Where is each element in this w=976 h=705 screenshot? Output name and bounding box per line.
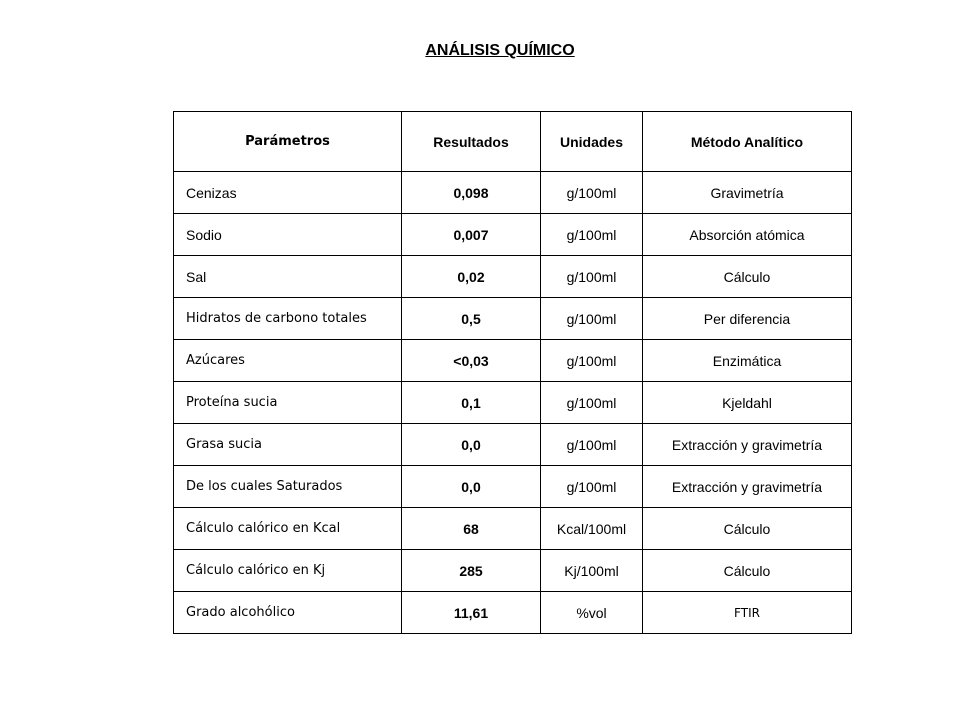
document-title: ANÁLISIS QUÍMICO — [425, 42, 575, 59]
row-unit: %vol — [541, 592, 643, 634]
table-row — [174, 424, 852, 466]
table-row — [174, 256, 852, 298]
row-parameter: Grasa sucia — [174, 424, 402, 466]
row-unit: g/100ml — [541, 214, 643, 256]
header-units: Unidades — [541, 112, 643, 172]
table-row — [174, 550, 852, 592]
row-method: Enzimática — [643, 340, 852, 382]
row-unit: g/100ml — [541, 172, 643, 214]
row-result: 0,1 — [402, 382, 541, 424]
row-method: Per diferencia — [643, 298, 852, 340]
table-row — [174, 298, 852, 340]
row-method: Cálculo — [643, 550, 852, 592]
row-result: <0,03 — [402, 340, 541, 382]
row-unit: g/100ml — [541, 382, 643, 424]
row-result: 0,02 — [402, 256, 541, 298]
table-row — [174, 466, 852, 508]
row-parameter: Hidratos de carbono totales — [174, 298, 402, 340]
row-result: 11,61 — [402, 592, 541, 634]
row-method: Cálculo — [643, 508, 852, 550]
row-unit: Kcal/100ml — [541, 508, 643, 550]
row-method: Absorción atómica — [643, 214, 852, 256]
row-unit: g/100ml — [541, 298, 643, 340]
header-results: Resultados — [402, 112, 541, 172]
row-method: Gravimetría — [643, 172, 852, 214]
row-result: 285 — [402, 550, 541, 592]
table-row — [174, 340, 852, 382]
row-parameter: Proteína sucia — [174, 382, 402, 424]
row-parameter: De los cuales Saturados — [174, 466, 402, 508]
row-parameter: Sal — [174, 256, 402, 298]
row-parameter: Cenizas — [174, 172, 402, 214]
row-unit: g/100ml — [541, 340, 643, 382]
table-row — [174, 508, 852, 550]
row-unit: g/100ml — [541, 466, 643, 508]
row-result: 68 — [402, 508, 541, 550]
header-parameters: Parámetros — [174, 112, 402, 172]
row-parameter: Azúcares — [174, 340, 402, 382]
row-unit: g/100ml — [541, 424, 643, 466]
row-parameter: Cálculo calórico en Kj — [174, 550, 402, 592]
row-method: FTIR — [643, 592, 852, 634]
row-result: 0,0 — [402, 466, 541, 508]
row-result: 0,5 — [402, 298, 541, 340]
row-parameter: Cálculo calórico en Kcal — [174, 508, 402, 550]
table-row — [174, 214, 852, 256]
table-row — [174, 382, 852, 424]
table-row — [174, 592, 852, 634]
row-method: Cálculo — [643, 256, 852, 298]
row-result: 0,098 — [402, 172, 541, 214]
row-method: Extracción y gravimetría — [643, 424, 852, 466]
row-parameter: Sodio — [174, 214, 402, 256]
header-method: Método Analítico — [643, 112, 852, 172]
row-parameter: Grado alcohólico — [174, 592, 402, 634]
row-method: Kjeldahl — [643, 382, 852, 424]
row-result: 0,007 — [402, 214, 541, 256]
row-unit: Kj/100ml — [541, 550, 643, 592]
row-method: Extracción y gravimetría — [643, 466, 852, 508]
row-result: 0,0 — [402, 424, 541, 466]
row-unit: g/100ml — [541, 256, 643, 298]
table-header-row — [174, 112, 852, 172]
table-row — [174, 172, 852, 214]
analysis-table — [173, 111, 852, 634]
